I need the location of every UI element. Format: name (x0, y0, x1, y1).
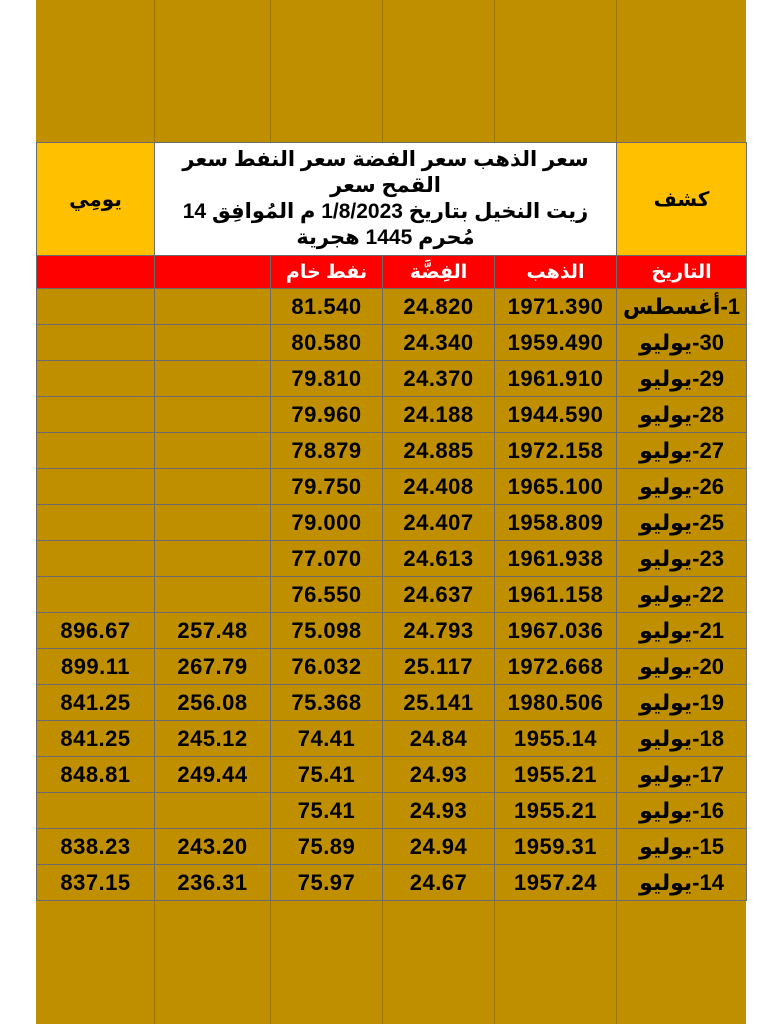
extra-cell[interactable] (155, 577, 271, 613)
table-row (37, 433, 747, 469)
date-cell[interactable]: 21-يوليو (617, 613, 747, 649)
date-cell[interactable]: 30-يوليو (617, 325, 747, 361)
price-table (36, 142, 747, 901)
extra-cell[interactable] (155, 505, 271, 541)
column-header-daily[interactable] (37, 256, 155, 289)
oil-price-cell[interactable]: 76.032 (271, 649, 383, 685)
daily-cell[interactable] (37, 433, 155, 469)
gold-price-cell[interactable]: 1955.21 (495, 793, 617, 829)
table-row (37, 829, 747, 865)
date-cell[interactable]: 25-يوليو (617, 505, 747, 541)
gold-price-cell[interactable]: 1961.910 (495, 361, 617, 397)
daily-cell[interactable]: 896.67 (37, 613, 155, 649)
daily-cell[interactable] (37, 289, 155, 325)
daily-cell[interactable]: 838.23 (37, 829, 155, 865)
gold-price-cell[interactable]: 1980.506 (495, 685, 617, 721)
silver-price-cell[interactable]: 24.408 (383, 469, 495, 505)
extra-cell[interactable] (155, 325, 271, 361)
daily-cell[interactable] (37, 325, 155, 361)
oil-price-cell[interactable]: 79.000 (271, 505, 383, 541)
table-row (37, 469, 747, 505)
table-row (37, 649, 747, 685)
column-header-date[interactable]: التاريخ (617, 256, 747, 289)
gold-price-cell[interactable]: 1971.390 (495, 289, 617, 325)
silver-price-cell[interactable]: 24.793 (383, 613, 495, 649)
silver-price-cell[interactable]: 24.188 (383, 397, 495, 433)
oil-price-cell[interactable]: 74.41 (271, 721, 383, 757)
silver-price-cell[interactable]: 25.141 (383, 685, 495, 721)
table-row (37, 361, 747, 397)
extra-cell[interactable]: 256.08 (155, 685, 271, 721)
extra-cell[interactable] (155, 361, 271, 397)
daily-cell[interactable] (37, 469, 155, 505)
gold-price-cell[interactable]: 1961.938 (495, 541, 617, 577)
silver-price-cell[interactable]: 24.370 (383, 361, 495, 397)
date-cell[interactable]: 1-أغسطس (617, 289, 747, 325)
table-row (37, 613, 747, 649)
oil-price-cell[interactable]: 75.97 (271, 865, 383, 901)
title-line-3: مُحرم 1445 هجرية (296, 226, 475, 249)
silver-price-cell[interactable]: 24.885 (383, 433, 495, 469)
daily-cell[interactable]: 848.81 (37, 757, 155, 793)
silver-price-cell[interactable]: 24.67 (383, 865, 495, 901)
silver-price-cell[interactable]: 24.93 (383, 793, 495, 829)
oil-price-cell[interactable]: 77.070 (271, 541, 383, 577)
gold-price-cell[interactable]: 1972.668 (495, 649, 617, 685)
extra-cell[interactable] (155, 289, 271, 325)
date-cell[interactable]: 27-يوليو (617, 433, 747, 469)
silver-price-cell[interactable]: 24.637 (383, 577, 495, 613)
oil-price-cell[interactable]: 78.879 (271, 433, 383, 469)
table-row (37, 793, 747, 829)
column-header-gold[interactable]: الذهب (495, 256, 617, 289)
title-line-2: زيت النخيل بتاريخ 1/8/2023 م المُوافِق 14 (182, 200, 589, 223)
gold-price-cell[interactable]: 1944.590 (495, 397, 617, 433)
silver-price-cell[interactable]: 24.84 (383, 721, 495, 757)
extra-cell[interactable]: 245.12 (155, 721, 271, 757)
daily-label: يومِي (69, 188, 122, 211)
date-cell[interactable]: 17-يوليو (617, 757, 747, 793)
gold-price-cell[interactable]: 1957.24 (495, 865, 617, 901)
column-header-extra[interactable] (155, 256, 271, 289)
date-cell[interactable]: 26-يوليو (617, 469, 747, 505)
extra-cell[interactable] (155, 541, 271, 577)
table-row (37, 685, 747, 721)
gold-price-cell[interactable]: 1959.490 (495, 325, 617, 361)
report-label: كشف (653, 188, 710, 211)
title-cell[interactable] (155, 143, 617, 256)
daily-cell[interactable]: 837.15 (37, 865, 155, 901)
oil-price-cell[interactable]: 79.810 (271, 361, 383, 397)
extra-cell[interactable] (155, 793, 271, 829)
table-row (37, 577, 747, 613)
daily-cell[interactable] (37, 397, 155, 433)
extra-cell[interactable]: 257.48 (155, 613, 271, 649)
daily-cell[interactable]: 841.25 (37, 685, 155, 721)
gold-price-cell[interactable]: 1967.036 (495, 613, 617, 649)
daily-cell[interactable] (37, 793, 155, 829)
oil-price-cell[interactable]: 79.960 (271, 397, 383, 433)
daily-cell[interactable] (37, 505, 155, 541)
date-cell[interactable]: 29-يوليو (617, 361, 747, 397)
daily-cell[interactable] (37, 541, 155, 577)
table-row (37, 721, 747, 757)
date-cell[interactable]: 14-يوليو (617, 865, 747, 901)
extra-cell[interactable]: 236.31 (155, 865, 271, 901)
date-cell[interactable]: 15-يوليو (617, 829, 747, 865)
gold-price-cell[interactable]: 1955.14 (495, 721, 617, 757)
oil-price-cell[interactable]: 81.540 (271, 289, 383, 325)
oil-price-cell[interactable]: 80.580 (271, 325, 383, 361)
silver-price-cell[interactable]: 24.407 (383, 505, 495, 541)
date-cell[interactable]: 22-يوليو (617, 577, 747, 613)
silver-price-cell[interactable]: 24.340 (383, 325, 495, 361)
date-cell[interactable]: 16-يوليو (617, 793, 747, 829)
silver-price-cell[interactable]: 24.93 (383, 757, 495, 793)
daily-label-cell[interactable] (37, 143, 155, 256)
gold-price-cell[interactable]: 1958.809 (495, 505, 617, 541)
table-row (37, 505, 747, 541)
silver-price-cell[interactable]: 24.820 (383, 289, 495, 325)
table-row (37, 865, 747, 901)
oil-price-cell[interactable]: 75.368 (271, 685, 383, 721)
date-cell[interactable]: 18-يوليو (617, 721, 747, 757)
table-row (37, 289, 747, 325)
gold-price-cell[interactable]: 1955.21 (495, 757, 617, 793)
column-header-silver[interactable]: الفِضَّة (383, 256, 495, 289)
title-row (37, 143, 747, 256)
table-row (37, 325, 747, 361)
date-cell[interactable]: 23-يوليو (617, 541, 747, 577)
table-row (37, 541, 747, 577)
gold-price-cell[interactable]: 1961.158 (495, 577, 617, 613)
date-cell[interactable]: 28-يوليو (617, 397, 747, 433)
oil-price-cell[interactable]: 75.89 (271, 829, 383, 865)
daily-cell[interactable] (37, 361, 155, 397)
oil-price-cell[interactable]: 76.550 (271, 577, 383, 613)
silver-price-cell[interactable]: 24.613 (383, 541, 495, 577)
extra-cell[interactable]: 249.44 (155, 757, 271, 793)
daily-cell[interactable]: 899.11 (37, 649, 155, 685)
daily-cell[interactable] (37, 577, 155, 613)
column-header-oil[interactable]: نفط خام (271, 256, 383, 289)
extra-cell[interactable] (155, 469, 271, 505)
extra-cell[interactable] (155, 397, 271, 433)
daily-cell[interactable]: 841.25 (37, 721, 155, 757)
oil-price-cell[interactable]: 75.41 (271, 793, 383, 829)
date-cell[interactable]: 20-يوليو (617, 649, 747, 685)
oil-price-cell[interactable]: 79.750 (271, 469, 383, 505)
extra-cell[interactable] (155, 433, 271, 469)
silver-price-cell[interactable]: 24.94 (383, 829, 495, 865)
extra-cell[interactable]: 267.79 (155, 649, 271, 685)
table-body (37, 289, 747, 901)
silver-price-cell[interactable]: 25.117 (383, 649, 495, 685)
table-row (37, 397, 747, 433)
gold-price-cell[interactable]: 1959.31 (495, 829, 617, 865)
table-row (37, 757, 747, 793)
column-header-row (37, 256, 747, 289)
date-cell[interactable]: 19-يوليو (617, 685, 747, 721)
report-label-cell[interactable] (617, 143, 747, 256)
oil-price-cell[interactable]: 75.41 (271, 757, 383, 793)
oil-price-cell[interactable]: 75.098 (271, 613, 383, 649)
gold-price-cell[interactable]: 1965.100 (495, 469, 617, 505)
gold-price-cell[interactable]: 1972.158 (495, 433, 617, 469)
extra-cell[interactable]: 243.20 (155, 829, 271, 865)
title-line-1: سعر الذهب سعر الفضة سعر النفط سعر القمح سعر (182, 148, 589, 197)
